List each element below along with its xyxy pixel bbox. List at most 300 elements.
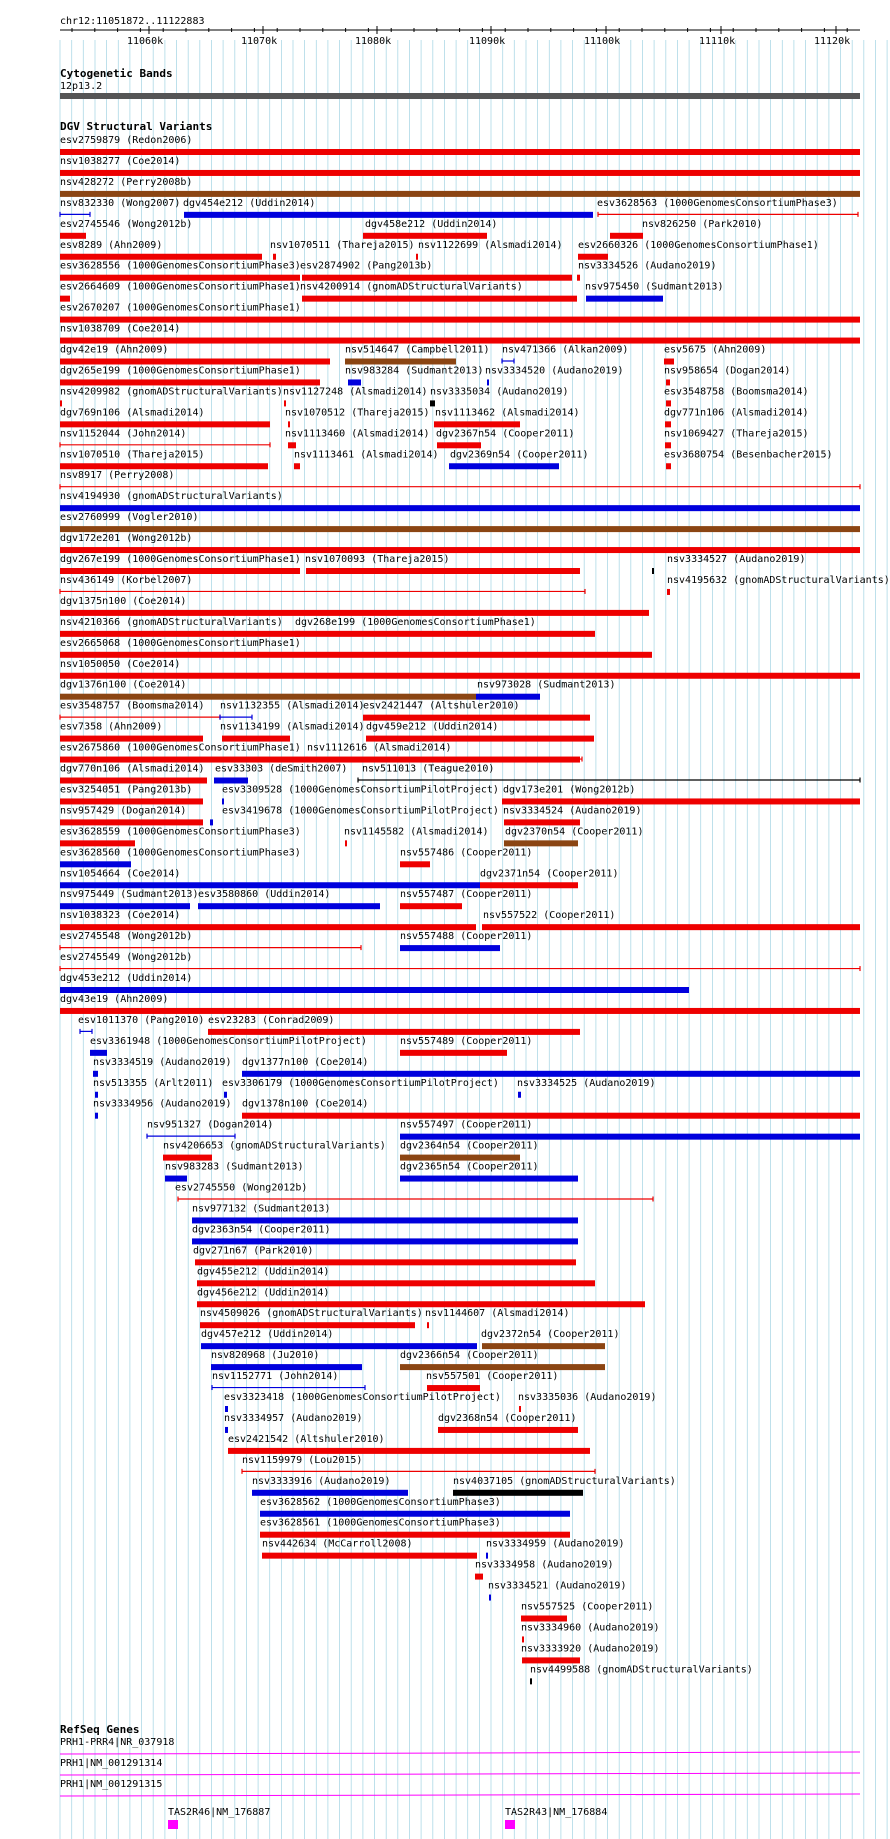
variant-bar — [60, 547, 860, 553]
variant-bar — [284, 400, 286, 406]
gene-label: PRH1|NM_001291315 — [60, 1779, 163, 1790]
variant-label: nsv1069427 (Thareja2015) — [664, 428, 809, 440]
dgv-row — [60, 324, 860, 344]
dgv-variant[interactable] — [60, 575, 585, 594]
dgv-row — [60, 135, 860, 155]
dgv-variant[interactable] — [197, 1266, 595, 1286]
dgv-variant[interactable] — [60, 219, 192, 239]
dgv-variant[interactable] — [300, 261, 572, 281]
dgv-variant[interactable] — [449, 449, 588, 469]
variant-bar — [60, 987, 689, 993]
variant-label: esv2745548 (Wong2012b) — [60, 931, 193, 943]
variant-bar — [652, 568, 654, 574]
variant-bar — [60, 798, 203, 804]
gene-box — [505, 1820, 515, 1829]
dgv-variant[interactable] — [358, 764, 860, 783]
dgv-variant[interactable] — [504, 826, 643, 846]
dgv-variant[interactable] — [307, 743, 582, 762]
variant-label: dgv2368n54 (Cooper2011) — [438, 1412, 577, 1424]
variant-label: dgv42e19 (Ahn2009) — [60, 344, 169, 356]
dgv-row — [60, 219, 762, 239]
dgv-variant[interactable] — [400, 1350, 605, 1370]
variant-bar — [252, 1490, 408, 1496]
dgv-variant[interactable] — [503, 805, 641, 825]
refseq-gene[interactable] — [60, 1758, 860, 1775]
dgv-variant[interactable] — [425, 1308, 570, 1328]
gene-line — [60, 1773, 860, 1775]
cytoband-bar — [60, 93, 860, 99]
variant-label: dgv459e212 (Uddin2014) — [366, 721, 499, 733]
variant-label: dgv456e212 (Uddin2014) — [197, 1287, 330, 1299]
variant-bar — [228, 1448, 590, 1454]
dgv-variant[interactable] — [222, 784, 499, 804]
dgv-variant[interactable] — [60, 282, 301, 302]
dgv-variant[interactable] — [60, 847, 301, 867]
variant-label: nsv1070512 (Thareja2015) — [285, 407, 430, 419]
dgv-variant[interactable] — [242, 1455, 595, 1474]
dgv-row — [60, 554, 805, 574]
variant-bar — [486, 1553, 488, 1559]
dgv-variant[interactable] — [60, 470, 860, 489]
variant-bar — [586, 296, 663, 302]
dgv-variant[interactable] — [476, 680, 615, 700]
variant-bar — [489, 1595, 491, 1601]
variant-bar — [295, 631, 595, 637]
dgv-variant[interactable] — [147, 1120, 273, 1139]
dgv-variant[interactable] — [400, 889, 532, 909]
variant-label: nsv8917 (Perry2008) — [60, 470, 175, 482]
variant-bar — [60, 652, 652, 658]
variant-bar — [184, 212, 593, 218]
variant-bar — [60, 526, 860, 532]
variant-bar — [210, 819, 213, 825]
variant-bar — [195, 1259, 576, 1265]
variant-label: dgv1377n100 (Coe2014) — [242, 1056, 369, 1068]
dgv-variant[interactable] — [214, 764, 347, 784]
dgv-variant[interactable] — [60, 931, 361, 950]
dgv-variant[interactable] — [192, 1203, 578, 1223]
variant-bar — [665, 442, 671, 448]
dgv-row — [60, 177, 860, 197]
dgv-variant[interactable] — [60, 449, 268, 469]
dgv-variant[interactable] — [60, 638, 652, 658]
variant-bar — [363, 233, 487, 239]
variant-bar — [60, 170, 860, 176]
dgv-variant[interactable] — [518, 1392, 656, 1412]
variant-label: dgv454e212 (Uddin2014) — [183, 197, 316, 209]
variant-label: nsv3334524 (Audano2019) — [503, 805, 642, 817]
band-name: 12p13.2 — [60, 81, 103, 92]
dgv-variant[interactable] — [200, 1308, 423, 1328]
variant-bar — [400, 1134, 860, 1140]
dgv-variant[interactable] — [183, 198, 593, 218]
variant-label: nsv4200914 (gnomADStructuralVariants) — [300, 281, 523, 293]
dgv-variant[interactable] — [260, 1518, 570, 1538]
dgv-variant[interactable] — [294, 449, 439, 469]
dgv-row — [60, 805, 641, 825]
variant-label: nsv3333916 (Audano2019) — [252, 1475, 391, 1487]
dgv-variant[interactable] — [242, 1099, 860, 1119]
dgv-variant[interactable] — [165, 1162, 303, 1182]
dgv-variant[interactable] — [242, 1057, 860, 1077]
variant-label: nsv1070511 (Thareja2015) — [270, 239, 415, 251]
dgv-variant[interactable] — [60, 428, 270, 447]
variant-bar — [664, 359, 674, 365]
dgv-variant[interactable] — [201, 1329, 477, 1349]
dgv-variant[interactable] — [193, 1245, 576, 1265]
variant-label: nsv1050050 (Coe2014) — [60, 658, 181, 670]
dgv-variant[interactable] — [363, 701, 590, 721]
variant-label: esv2759879 (Redon2006) — [60, 135, 193, 146]
dgv-variant[interactable] — [60, 805, 203, 825]
variant-bar — [294, 463, 300, 469]
band-track-title: Cytogenetic Bands — [60, 67, 173, 80]
variant-bar — [288, 442, 296, 448]
dgv-variant[interactable] — [285, 407, 430, 427]
dgv-variant[interactable] — [60, 910, 476, 930]
variant-bar — [260, 1511, 570, 1517]
dgv-variant[interactable] — [60, 826, 301, 846]
dgv-row — [475, 1560, 613, 1580]
variant-bar — [476, 694, 540, 700]
dgv-variant[interactable] — [400, 1141, 538, 1161]
dgv-row — [60, 261, 716, 281]
dgv-variant[interactable] — [224, 1392, 501, 1412]
variant-label: nsv973028 (Sudmant2013) — [477, 679, 616, 691]
variant-bar — [482, 924, 860, 930]
variant-bar — [90, 1050, 107, 1056]
dgv-variant[interactable] — [60, 156, 860, 176]
variant-label: esv3628556 (1000GenomesConsortiumPhase3) — [60, 260, 301, 272]
variant-bar — [427, 1322, 429, 1328]
dgv-row — [60, 303, 860, 323]
dgv-variant[interactable] — [60, 491, 860, 511]
dgv-variant[interactable] — [60, 617, 300, 637]
dgv-variant[interactable] — [610, 219, 762, 239]
refseq-gene[interactable] — [505, 1807, 607, 1829]
variant-bar — [60, 463, 268, 469]
dgv-variant[interactable] — [521, 1602, 653, 1622]
variant-bar — [242, 1071, 860, 1077]
dgv-variant[interactable] — [90, 1036, 367, 1056]
variant-label: dgv2371n54 (Cooper2011) — [480, 868, 619, 880]
dgv-row — [60, 659, 860, 679]
dgv-variant[interactable] — [664, 345, 766, 365]
variant-label: nsv1159979 (Lou2015) — [242, 1454, 363, 1466]
dgv-variant[interactable] — [192, 1224, 578, 1244]
dgv-variant[interactable] — [430, 386, 568, 406]
dgv-variant[interactable] — [577, 261, 716, 281]
variant-label: esv2421447 (Altshuler2010) — [363, 700, 520, 712]
variant-label: nsv975449 (Sudmant2013) — [60, 889, 199, 901]
dgv-row — [197, 1266, 595, 1286]
variant-label: dgv1375n100 (Coe2014) — [60, 595, 187, 607]
variant-label: esv3309528 (1000GenomesConsortiumPilotProject) — [222, 784, 499, 796]
variant-label: nsv1112616 (Alsmadi2014) — [307, 742, 452, 754]
dgv-variant[interactable] — [502, 345, 628, 364]
dgv-row — [201, 1329, 619, 1349]
variant-label: esv3628559 (1000GenomesConsortiumPhase3) — [60, 826, 301, 838]
dgv-variant[interactable] — [60, 198, 180, 217]
dgv-variant[interactable] — [664, 365, 790, 385]
dgv-variant[interactable] — [270, 240, 415, 260]
variant-label: esv8289 (Ahn2009) — [60, 239, 163, 251]
dgv-variant[interactable] — [363, 219, 497, 239]
variant-bar — [437, 442, 481, 448]
dgv-variant[interactable] — [222, 1078, 499, 1098]
variant-label: esv2664609 (1000GenomesConsortiumPhase1) — [60, 281, 301, 293]
dgv-variant[interactable] — [60, 889, 198, 909]
dgv-variant[interactable] — [585, 282, 723, 302]
variant-label: dgv458e212 (Uddin2014) — [365, 218, 498, 230]
variant-label: nsv3334959 (Audano2019) — [486, 1538, 625, 1550]
dgv-row — [60, 365, 790, 385]
variant-label: nsv557522 (Cooper2011) — [483, 910, 616, 922]
variant-bar — [242, 1113, 860, 1119]
dgv-variant[interactable] — [597, 198, 858, 217]
variant-bar — [480, 882, 578, 888]
dgv-variant[interactable] — [198, 889, 380, 909]
variant-label: nsv951327 (Dogan2014) — [147, 1119, 274, 1131]
variant-label: dgv2370n54 (Cooper2011) — [505, 826, 644, 838]
dgv-row — [60, 638, 652, 658]
ruler-ticks — [72, 26, 850, 47]
dgv-variant[interactable] — [400, 931, 532, 951]
variant-bar — [427, 1385, 480, 1391]
dgv-variant[interactable] — [220, 701, 365, 720]
variant-label: nsv4206653 (gnomADStructuralVariants) — [163, 1140, 386, 1152]
dgv-variant[interactable] — [60, 512, 860, 532]
dgv-row — [60, 575, 890, 595]
dgv-variant[interactable] — [208, 1015, 580, 1035]
refseq-gene[interactable] — [60, 1779, 860, 1796]
variant-bar — [60, 610, 649, 616]
dgv-variant[interactable] — [60, 659, 860, 679]
variant-bar — [222, 798, 224, 804]
dgv-variant[interactable] — [436, 428, 574, 448]
dgv-variant[interactable] — [400, 1120, 860, 1140]
dgv-variant[interactable] — [60, 240, 262, 260]
variant-label: nsv3334525 (Audano2019) — [517, 1077, 656, 1089]
variant-label: esv2745546 (Wong2012b) — [60, 218, 193, 230]
dgv-variant[interactable] — [488, 1581, 626, 1601]
variant-bar — [60, 568, 300, 574]
dgv-variant[interactable] — [400, 1162, 578, 1182]
variant-label: esv7358 (Ahn2009) — [60, 721, 163, 733]
variant-bar — [666, 463, 671, 469]
variant-label: nsv826250 (Park2010) — [642, 218, 763, 230]
variant-label: esv2760999 (Vogler2010) — [60, 512, 199, 524]
dgv-row — [488, 1581, 626, 1601]
variant-bar — [60, 421, 270, 427]
variant-label: nsv957429 (Dogan2014) — [60, 805, 187, 817]
variant-bar — [60, 673, 860, 679]
dgv-variant[interactable] — [60, 261, 301, 281]
dgv-variant[interactable] — [416, 240, 563, 260]
dgv-variant[interactable] — [60, 533, 860, 553]
dgv-variant[interactable] — [60, 407, 270, 427]
dgv-variant[interactable] — [60, 324, 860, 344]
dgv-variant[interactable] — [163, 1141, 386, 1161]
variant-bar — [60, 819, 203, 825]
variant-label: nsv1144607 (Alsmadi2014) — [425, 1308, 570, 1320]
dgv-row — [192, 1224, 578, 1244]
dgv-variant[interactable] — [212, 1371, 365, 1390]
dgv-variant[interactable] — [345, 365, 483, 385]
dgv-variant[interactable] — [530, 1664, 753, 1684]
variant-label: nsv1038709 (Coe2014) — [60, 323, 181, 335]
variant-bar — [208, 1029, 580, 1035]
dgv-variant[interactable] — [305, 554, 580, 574]
variant-label: dgv173e201 (Wong2012b) — [503, 784, 636, 796]
variant-bar — [165, 1176, 187, 1182]
variant-label: esv2660326 (1000GenomesConsortiumPhase1) — [578, 239, 819, 251]
dgv-variant[interactable] — [228, 1434, 590, 1454]
dgv-row — [60, 952, 860, 971]
variant-label: dgv1376n100 (Coe2014) — [60, 679, 187, 691]
dgv-variant[interactable] — [475, 1560, 613, 1580]
dgv-variant[interactable] — [60, 722, 203, 742]
dgv-variant[interactable] — [60, 994, 860, 1014]
variant-bar — [60, 233, 86, 239]
dgv-variant[interactable] — [480, 868, 618, 888]
variant-label: dgv771n106 (Alsmadi2014) — [664, 407, 809, 419]
dgv-row — [60, 198, 858, 218]
variant-bar — [197, 1280, 595, 1286]
dgv-variant[interactable] — [93, 1099, 231, 1119]
dgv-variant[interactable] — [485, 365, 623, 385]
variant-bar — [438, 1427, 578, 1433]
dgv-variant[interactable] — [60, 177, 860, 197]
dgv-variant[interactable] — [481, 1329, 619, 1349]
dgv-variant[interactable] — [482, 910, 860, 930]
variant-bar — [345, 359, 456, 365]
dgv-variant[interactable] — [521, 1622, 659, 1642]
variant-label: dgv770n106 (Alsmadi2014) — [60, 763, 205, 775]
variant-label: esv5675 (Ahn2009) — [664, 344, 767, 356]
variant-bar — [262, 1553, 477, 1559]
dgv-row — [165, 1162, 578, 1182]
dgv-variant[interactable] — [60, 701, 220, 720]
dgv-variant[interactable] — [344, 826, 489, 846]
dgv-variant[interactable] — [220, 722, 365, 742]
dgv-row — [60, 764, 860, 784]
variant-label: dgv2372n54 (Cooper2011) — [481, 1329, 620, 1341]
dgv-variant[interactable] — [175, 1183, 653, 1202]
dgv-variant[interactable] — [438, 1413, 578, 1433]
dgv-variant[interactable] — [434, 407, 580, 427]
variant-label: nsv1132355 (Alsmadi2014) — [220, 700, 365, 712]
dgv-row — [262, 1539, 624, 1559]
dgv-variant[interactable] — [400, 1036, 532, 1056]
variant-label: nsv4194930 (gnomADStructuralVariants) — [60, 491, 283, 503]
variant-label: nsv1113460 (Alsmadi2014) — [285, 428, 430, 440]
dgv-variant[interactable] — [285, 428, 430, 448]
dgv-variant[interactable] — [60, 365, 320, 385]
dgv-variant[interactable] — [502, 784, 860, 804]
variant-bar — [348, 379, 361, 385]
variant-label: esv33303 (deSmith2007) — [215, 763, 348, 775]
dgv-variant[interactable] — [60, 554, 301, 574]
variant-bar — [610, 233, 643, 239]
dgv-variant[interactable] — [295, 617, 595, 637]
dgv-variant[interactable] — [300, 282, 577, 302]
variant-bar — [273, 254, 276, 260]
variant-bar — [224, 1092, 227, 1098]
dgv-row — [60, 407, 809, 427]
dgv-variant[interactable] — [426, 1371, 558, 1391]
dgv-variant[interactable] — [60, 680, 476, 700]
ruler-tick-label: 11120k — [814, 36, 851, 47]
dgv-variant[interactable] — [400, 847, 532, 867]
dgv-track — [60, 135, 890, 1684]
variant-label: dgv2365n54 (Cooper2011) — [400, 1161, 539, 1173]
dgv-row — [60, 931, 532, 951]
gene-line — [60, 1794, 860, 1796]
variant-bar — [400, 1050, 507, 1056]
refseq-gene[interactable] — [168, 1807, 270, 1829]
variant-bar — [60, 694, 476, 700]
variant-bar — [222, 736, 290, 742]
dgv-variant[interactable] — [60, 784, 203, 804]
dgv-variant[interactable] — [60, 303, 860, 323]
dgv-row — [60, 617, 595, 637]
variant-bar — [60, 296, 70, 302]
variant-bar — [197, 1301, 645, 1307]
variant-bar — [60, 861, 131, 867]
variant-bar — [530, 1678, 532, 1684]
dgv-variant[interactable] — [664, 428, 809, 448]
variant-label: esv2745549 (Wong2012b) — [60, 952, 193, 964]
dgv-variant[interactable] — [366, 722, 594, 742]
dgv-row — [60, 533, 860, 553]
variant-bar — [577, 275, 580, 281]
dgv-variant[interactable] — [60, 952, 860, 971]
dgv-variant[interactable] — [486, 1539, 624, 1559]
variant-label: nsv1070510 (Thareja2015) — [60, 449, 205, 461]
variant-label: esv1011370 (Pang2010) — [78, 1014, 205, 1026]
dgv-variant[interactable] — [664, 407, 809, 427]
dgv-variant[interactable] — [210, 805, 499, 825]
variant-bar — [363, 715, 590, 721]
dgv-row — [60, 345, 766, 365]
refseq-gene[interactable] — [60, 1737, 860, 1754]
dgv-row — [60, 826, 643, 846]
dgv-variant[interactable] — [578, 240, 819, 260]
variant-label: dgv2367n54 (Cooper2011) — [436, 428, 575, 440]
dgv-variant[interactable] — [60, 764, 207, 784]
variant-label: dgv268e199 (1000GenomesConsortiumPhase1) — [295, 616, 536, 628]
variant-label: nsv3333920 (Audano2019) — [521, 1643, 660, 1655]
dgv-variant[interactable] — [60, 135, 860, 155]
variant-label: nsv820968 (Ju2010) — [211, 1350, 320, 1362]
dgv-variant[interactable] — [252, 1476, 408, 1496]
variant-bar — [519, 1406, 521, 1412]
dgv-variant[interactable] — [60, 386, 283, 406]
dgv-variant[interactable] — [521, 1643, 659, 1663]
dgv-row — [192, 1203, 578, 1223]
dgv-variant[interactable] — [93, 1057, 231, 1077]
variant-label: esv2665068 (1000GenomesConsortiumPhase1) — [60, 637, 301, 649]
variant-bar — [60, 840, 135, 846]
dgv-variant[interactable] — [664, 386, 809, 406]
dgv-variant[interactable] — [260, 1497, 570, 1517]
coordinate-label: chr12:11051872..11122883 — [60, 16, 205, 27]
dgv-variant[interactable] — [60, 345, 330, 365]
variant-bar — [60, 254, 262, 260]
variant-label: dgv267e199 (1000GenomesConsortiumPhase1) — [60, 554, 301, 565]
dgv-row — [260, 1497, 570, 1517]
